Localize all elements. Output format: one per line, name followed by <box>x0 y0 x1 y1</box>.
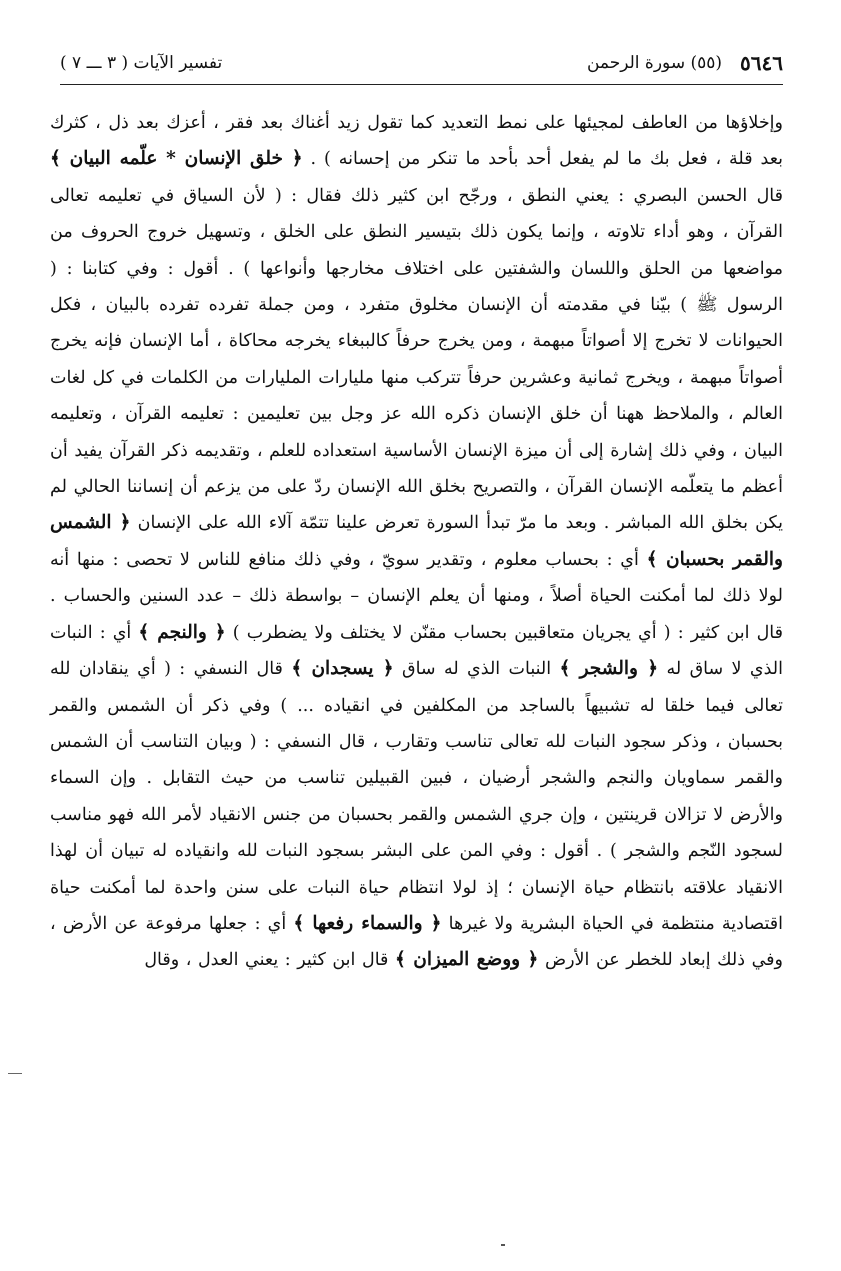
commentary-text: قال الحسن البصري : يعني النطق ، ورجّح ابن كثير ذلك فقال : ( لأن السياق في تعليمه تعالى القرآن ، وهو أداء تلاوته ، وإنما يكون ذلك بتيسير النطق على الخلق ، وتسهيل خروج الحروف من مواضعها من الحلق واللسان والشفتين على اختلاف مخارجها وأنواعها ) . أقول : وفي كتابنا : ( الرسول ﷺ ) بيّنا في مقدمته أن الإنسان مخلوق متفرد ، ومن جملة تفرده تفرده بالبيان ، فكل الحيوانات لا تخرج إلا أصواتاً مبهمة ، ومن يخرج حرفاً كالببغاء يخرجه محاكاة ، أما الإنسان فإنه يخرج أصواتاً مبهمة ، ويخرج ثمانية وعشرين حرفاً تتركب منها مليارات المليارات من الكلمات في كل لغات العالم ، والملاحظ ههنا أن خلق الإنسان ذكره الله عز وجل بين تعليمين : تعليمه القرآن ، وتعليمه البيان ، وفي ذلك إشارة إلى أن ميزة الإنسان الأساسية استعداده للعلم ، وتقديمه ذكر القرآن يفيد أن أعظم ما يتعلّمه الإنسان القرآن ، والتصريح بخلق الله الإنسان ردّ على من يزعم أن إنساننا الحالي لم يكن بخلق الله المباشر . وبعد ما مرّ تبدأ السورة تعرض علينا تتمّة آلاء الله على الإنسان <box>50 185 783 534</box>
commentary-text: أي : جعلها مرفوعة عن الأرض ، وفي ذلك إبعاد للخطر عن الأرض <box>50 913 783 971</box>
header-divider <box>60 84 783 85</box>
quran-verse: ﴿ خلق الإنسان * علّمه البيان ﴾ <box>50 148 303 170</box>
commentary-text: أي : النبات الذي لا ساق له <box>50 622 783 680</box>
surah-title: (٥٥) سورة الرحمن <box>586 53 723 73</box>
body-text <box>50 105 783 979</box>
header-right-group <box>587 51 783 75</box>
quran-verse: ﴿ الشمس والقمر بحسبان ﴾ <box>50 512 783 570</box>
quran-verse: ﴿ ووضع الميزان ﴾ <box>394 949 539 971</box>
footer-dot <box>501 1244 505 1246</box>
commentary-text: أي : بحساب معلوم ، وتقدير سويّ ، وفي ذلك منافع للناس لا تحصى : منها أنه لولا ذلك لما أمكنت الحياة أصلاً ، ومنها أن يعلم الإنسان – بواسطة ذلك – عدد السنين والحساب . قال ابن كثير : ( أي يجريان متعاقبين بحساب مقنّن لا يختلف ولا يضطرب ) <box>50 549 783 643</box>
quran-verse: ﴿ والشجر ﴾ <box>559 658 659 680</box>
section-title: تفسير الآيات ( ٣ ـــ ٧ ) <box>60 53 223 73</box>
tafsir-paragraph <box>50 105 783 979</box>
commentary-text: وإخلاؤها من العاطف لمجيئها على نمط التعديد كما تقول زيد أغناك بعد فقر ، أعزك بعد ذل ، كثرك بعد قلة ، فعل بك ما لم يفعل أحد بأحد ما تنكر من إحسانه ) . <box>50 113 784 170</box>
commentary-text: قال النسفي : ( أي ينقادان لله تعالى فيما خلقا له تشبيهاً بالساجد من المكلفين في انقياده ... ) وفي ذكر أن الشمس والقمر بحسبان ، وذكر سجود النبات لله تعالى تناسب وتقارب ، قال النسفي : ( وبيان التناسب أن الشمس والقمر سماويان والنجم والشجر أرضيان ، فبين القبيلين تناسب من حيث التقابل . وإن السماء والأرض لا تزالان قرينتين ، وإن جري الشمس والقمر بحسبان من جنس الانقياد لأمر الله فهو مناسب لسجود النّجم والشجر ) . أقول : وفي المن على البشر بسجود النبات لله وانقياده له تبيان أن لهذا الانقياد علاقته بانتظام حياة الإنسان ؛ إذ لولا انتظام حياة النبات على سنن واحدة لما أمكنت حياة اقتصادية منتظمة في الحياة البشرية ولا غيرها <box>50 659 783 934</box>
quran-verse: ﴿ يسجدان ﴾ <box>291 658 394 680</box>
commentary-text: النبات الذي له ساق <box>393 659 560 680</box>
quran-verse: ﴿ والنجم ﴾ <box>138 621 226 643</box>
page-number: ٥٦٤٦ <box>740 51 783 75</box>
quran-verse: ﴿ والسماء رفعها ﴾ <box>293 912 442 934</box>
page-header <box>60 46 783 80</box>
margin-mark <box>8 1073 22 1074</box>
commentary-text: قال ابن كثير : يعني العدل ، وقال <box>144 950 395 971</box>
